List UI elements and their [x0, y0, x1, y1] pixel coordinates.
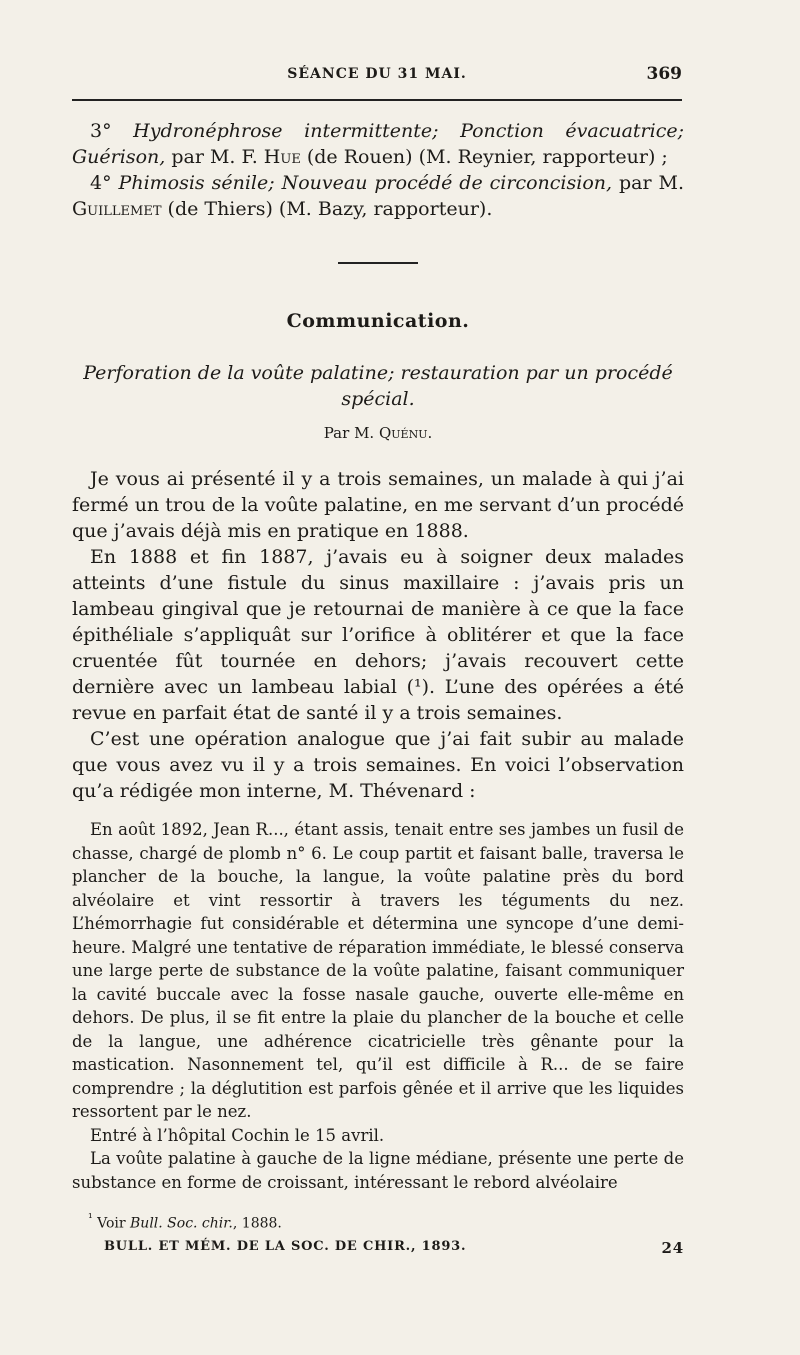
- section-heading: Communication.: [286, 310, 470, 332]
- footnote-source: Bull. Soc. chir.: [130, 1215, 233, 1232]
- body-paragraph: Je vous ai présenté il y a trois semaines, un malade à qui j’ai fermé un trou de la voûte palatine, en me servant d’un procédé que j’avais déjà mis en pratique en 1888.: [72, 468, 684, 542]
- body-paragraph: C’est une opération analogue que j’ai fait subir au malade que vous avez vu il y a trois semaines. En voici l’observation qu’a rédigée mon interne, M. Thévenard :: [72, 728, 684, 802]
- article-body: [72, 466, 684, 804]
- footnote: [88, 1211, 282, 1232]
- page-number: 369: [646, 64, 682, 84]
- item-number: 3°: [90, 120, 134, 142]
- observation-paragraph: Entré à l’hôpital Cochin le 15 avril.: [90, 1125, 385, 1145]
- item-text: (de Rouen) (M. Reynier, rapporteur) ;: [300, 146, 668, 168]
- page-header: [72, 60, 682, 92]
- body-paragraph: En 1888 et fin 1887, j’avais eu à soigner deux malades atteints d’une fistule du sinus maxillaire : j’avais pris un lambeau gingival que je retournai de manière à ce que la face épithéliale s’appliquât sur l’orifice à oblitérer et que la face cruentée fût tournée en dehors; j’avais recouvert cette dernière avec un lambeau labial (¹). L’une des opérées a été revue en parfait état de santé il y a trois semaines.: [72, 546, 684, 724]
- byline-author: Quénu.: [378, 424, 433, 442]
- footer-text: BULL. ET MÉM. DE LA SOC. DE CHIR., 1893.: [104, 1239, 467, 1254]
- page-footer: [104, 1239, 684, 1257]
- report-list: [72, 118, 684, 222]
- running-title: SÉANCE DU 31 MAI.: [287, 66, 467, 82]
- footnote-text: Voir: [92, 1215, 131, 1232]
- section-divider: [338, 262, 418, 264]
- item-text: par M. F.: [165, 146, 264, 168]
- item-author: Guillemet: [72, 198, 162, 220]
- article-title: Perforation de la voûte palatine; restauration par un procédé spécial.: [83, 362, 673, 410]
- item-number: 4°: [90, 172, 119, 194]
- footnote-mark: ¹: [88, 1211, 93, 1225]
- observation-paragraph: En août 1892, Jean R..., étant assis, tenait entre ses jambes un fusil de chasse, chargé de plomb n° 6. Le coup partit et faisant balle, traversa le plancher de la bouche, la langue, la voûte palatine près du bord alvéolaire et vint ressortir à travers les téguments du nez. L’hémorrhagie fut considérable et détermina une syncope d’une demi-heure. Malgré une tentative de réparation immédiate, le blessé conserva une large perte de substance de la voûte palatine, faisant communiquer la cavité buccale avec la fosse nasale gauche, ouverte elle-même en dehors. De plus, il se fit entre la plaie du plancher de la bouche et celle de la langue, une adhérence cicatricielle très gênante pour la mastication. Nasonnement tel, qu’il est difficile à R... de se faire comprendre ; la déglutition est parfois gênée et il arrive que les liquides ressortent par le nez.: [72, 820, 684, 1121]
- footnote-text: , 1888.: [232, 1215, 282, 1232]
- article-byline: [72, 424, 684, 442]
- header-rule: [72, 99, 682, 101]
- item-text: (de Thiers) (M. Bazy, rapporteur).: [161, 198, 493, 220]
- report-item: [72, 118, 684, 170]
- report-item: [72, 170, 684, 222]
- signature-mark: 24: [661, 1239, 684, 1257]
- byline-prefix: Par M.: [323, 424, 379, 442]
- item-text: par M.: [612, 172, 684, 194]
- item-title: Phimosis sénile; Nouveau procédé de circoncision,: [118, 172, 613, 194]
- observation-text: [72, 818, 684, 1194]
- item-title: Hydronéphrose intermittente; Ponction évacuatrice; Guérison,: [72, 120, 684, 168]
- item-author: Hue: [263, 146, 301, 168]
- observation-paragraph: La voûte palatine à gauche de la ligne médiane, présente une perte de substance en forme de croissant, intéressant le rebord alvéolaire: [72, 1149, 684, 1192]
